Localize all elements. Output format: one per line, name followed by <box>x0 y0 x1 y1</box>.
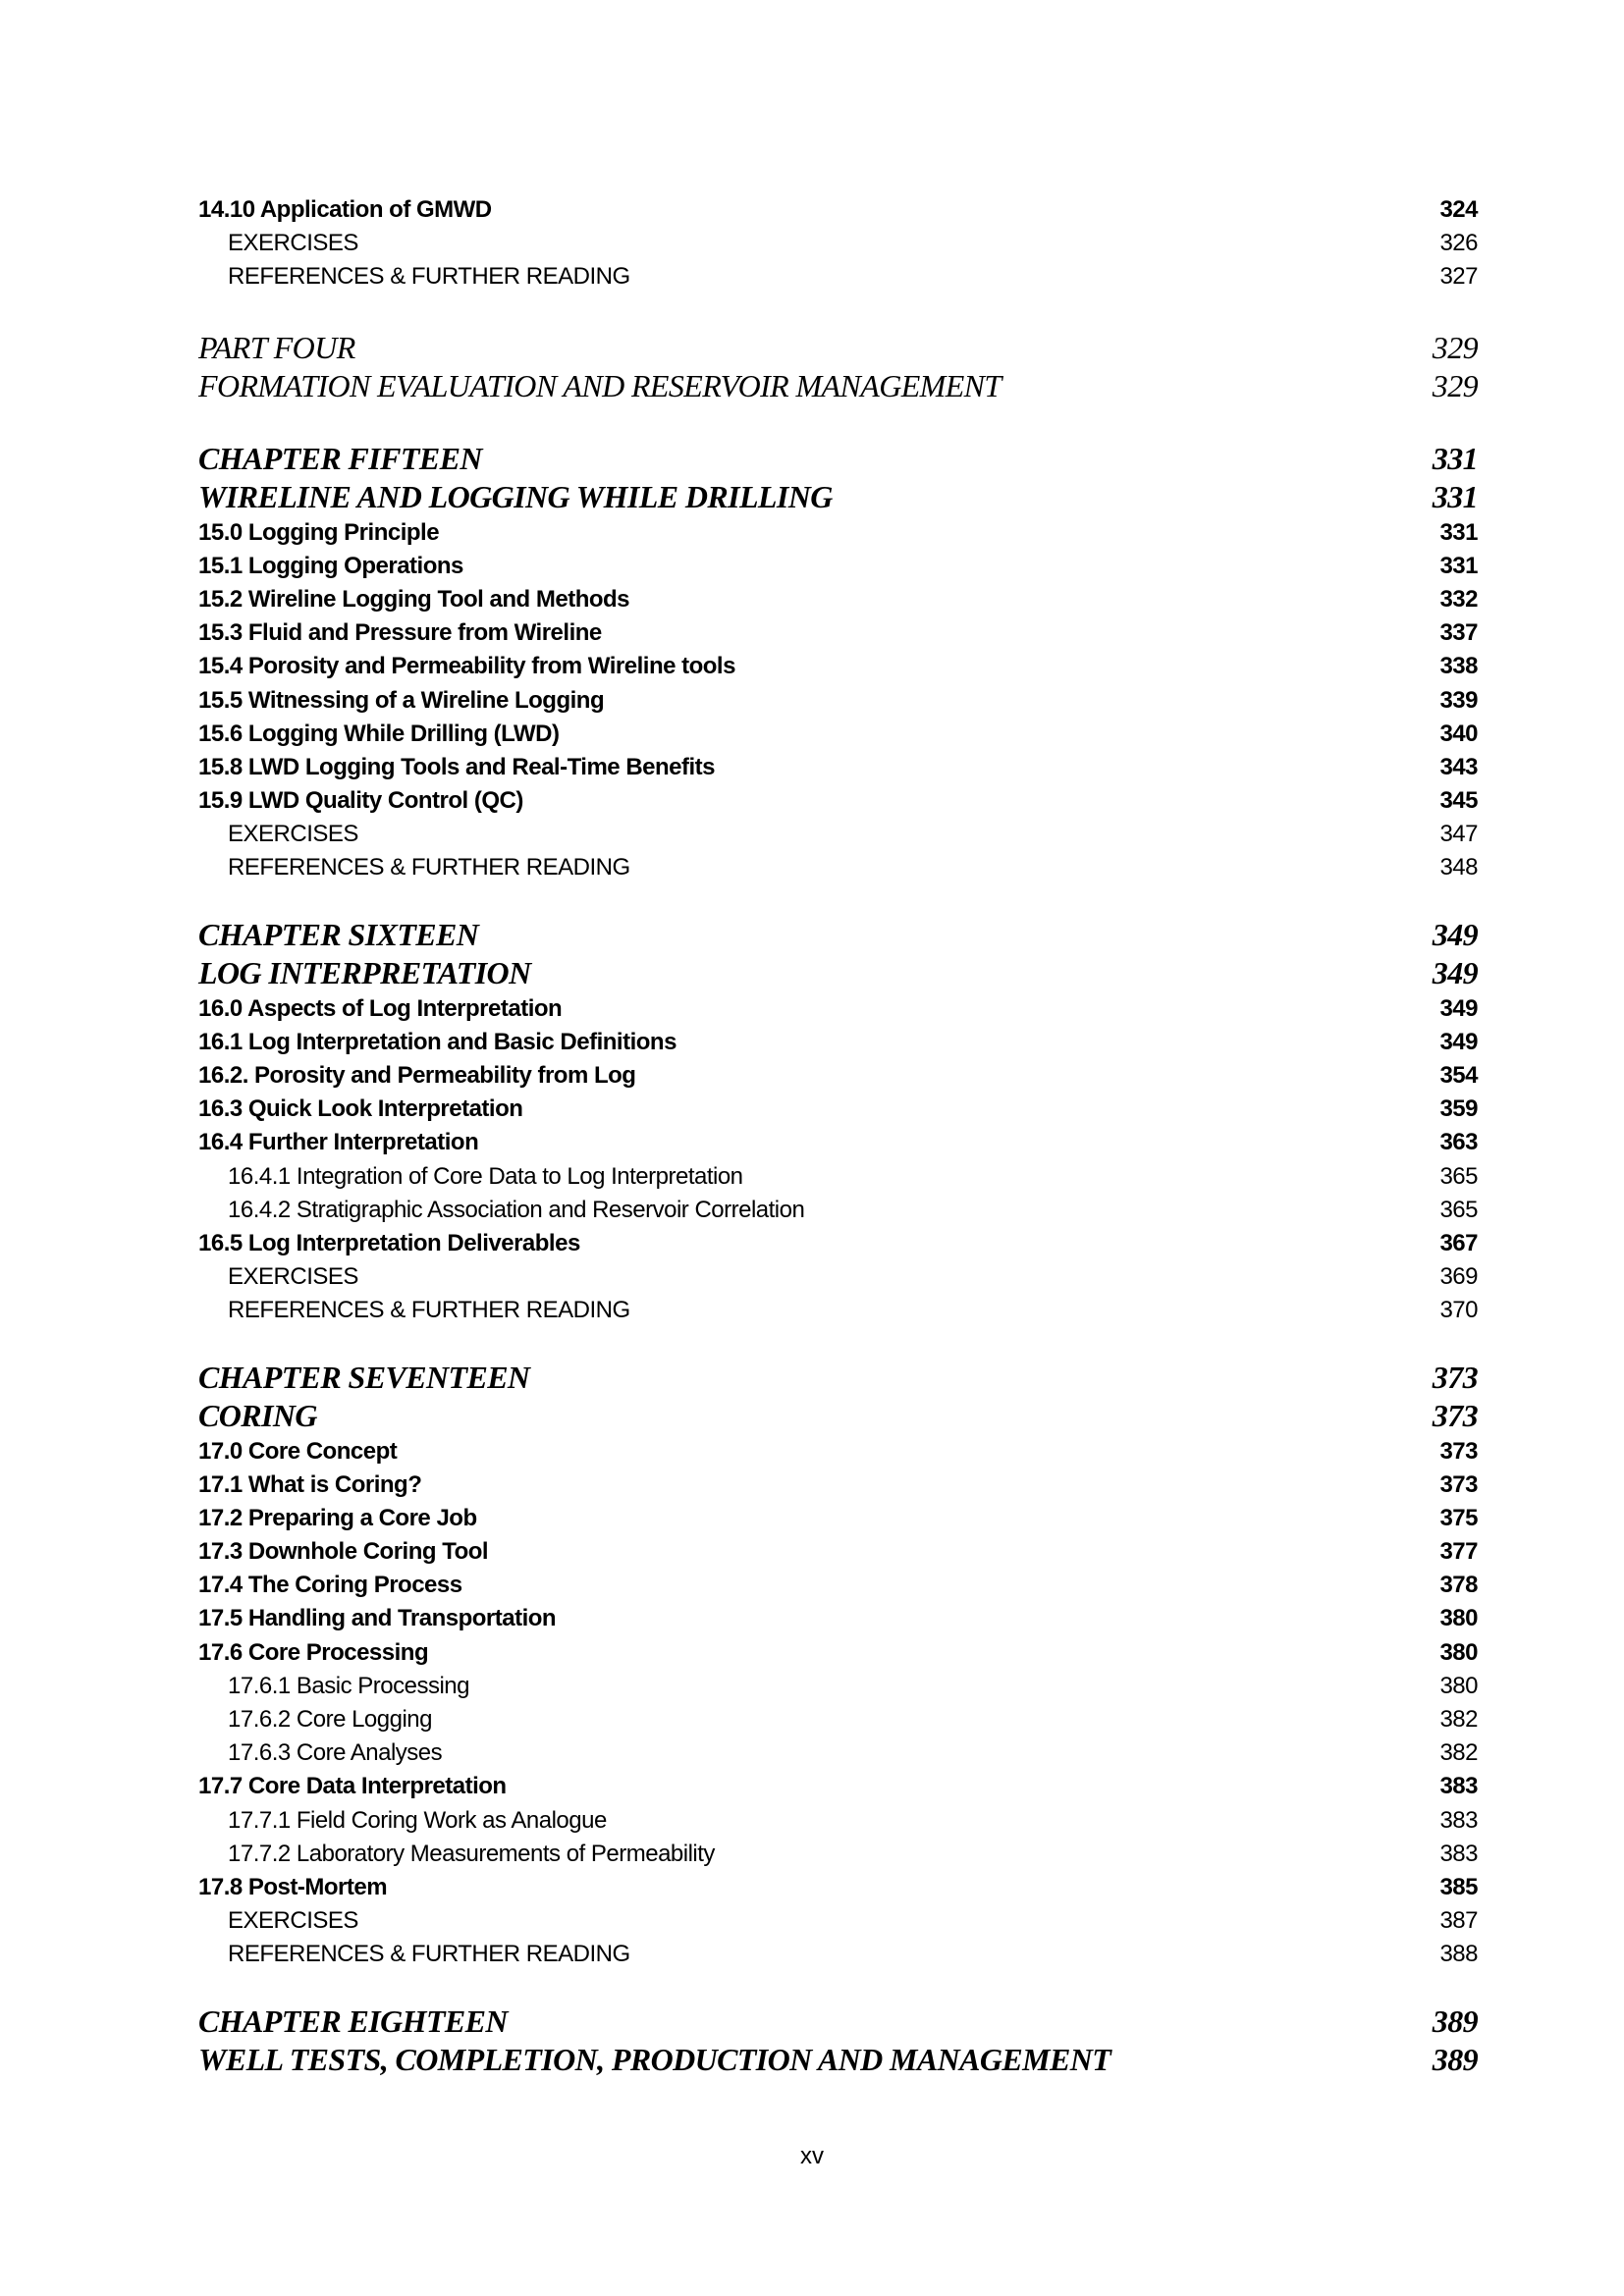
toc-entry-label: 17.8 Post-Mortem <box>198 1873 388 1900</box>
part-subtitle-page: 329 <box>1432 367 1478 403</box>
table-of-contents <box>198 193 1478 2079</box>
toc-entry-label: 17.4 The Coring Process <box>198 1572 462 1599</box>
toc-entry-label: 15.1 Logging Operations <box>198 552 463 579</box>
toc-subentry[interactable] <box>198 1736 1478 1770</box>
part-subtitle-label: FORMATION EVALUATION AND RESERVOIR MANAGEMENT <box>198 367 1001 403</box>
chapter-title-label: WELL TESTS, COMPLETION, PRODUCTION AND MANAGEMENT <box>198 2041 1111 2077</box>
toc-entry[interactable] <box>198 193 1478 227</box>
chapter-number-page: 373 <box>1432 1359 1478 1395</box>
toc-subentry[interactable] <box>198 1838 1478 1871</box>
toc-entry-label: 15.3 Fluid and Pressure from Wireline <box>198 619 602 647</box>
chapter-title-heading[interactable] <box>198 2041 1478 2079</box>
toc-entry-page: 380 <box>1439 1605 1478 1632</box>
toc-entry-page: 378 <box>1439 1572 1478 1599</box>
chapter-title-label: WIRELINE AND LOGGING WHILE DRILLING <box>198 478 833 514</box>
toc-entry[interactable] <box>198 784 1478 818</box>
toc-entry-label: REFERENCES & FURTHER READING <box>228 1941 630 1968</box>
spacer <box>198 294 1478 329</box>
toc-entry-page: 324 <box>1439 196 1478 223</box>
chapter-number-page: 349 <box>1432 916 1478 952</box>
toc-entry-label: EXERCISES <box>228 1907 358 1935</box>
chapter-17 <box>198 1359 1478 1972</box>
toc-entry-label: 16.4 Further Interpretation <box>198 1129 479 1156</box>
toc-entry[interactable] <box>198 1770 1478 1803</box>
toc-entry-page: 339 <box>1439 686 1478 714</box>
toc-subentry[interactable] <box>198 1670 1478 1703</box>
toc-entry[interactable] <box>198 1468 1478 1502</box>
chapter-title-heading[interactable] <box>198 954 1478 992</box>
toc-entry-label: 17.3 Downhole Coring Tool <box>198 1538 489 1566</box>
toc-subentry[interactable] <box>198 1160 1478 1194</box>
toc-entry-page: 331 <box>1439 552 1478 579</box>
toc-entry[interactable] <box>198 1871 1478 1904</box>
chapter-title-heading[interactable] <box>198 1397 1478 1435</box>
toc-entry-page: 380 <box>1439 1672 1478 1699</box>
toc-entry[interactable] <box>198 1059 1478 1093</box>
toc-entry-page: 388 <box>1439 1941 1478 1968</box>
toc-entry-label: 16.0 Aspects of Log Interpretation <box>198 994 563 1022</box>
toc-entry[interactable] <box>198 260 1478 294</box>
toc-entry-label: 16.1 Log Interpretation and Basic Definitions <box>198 1028 677 1055</box>
toc-entry-label: 16.4.2 Stratigraphic Association and Reservoir Correlation <box>228 1196 805 1223</box>
toc-entry-page: 348 <box>1439 854 1478 881</box>
chapter-title-page: 389 <box>1432 2041 1478 2077</box>
part-subtitle[interactable] <box>198 367 1478 405</box>
part-four-heading <box>198 329 1478 405</box>
toc-entry-page: 377 <box>1439 1538 1478 1566</box>
toc-entry-page: 332 <box>1439 585 1478 613</box>
chapter-title-page: 373 <box>1432 1397 1478 1433</box>
toc-entry-label: 17.7.2 Laboratory Measurements of Permeability <box>228 1840 715 1867</box>
toc-entry-label: 14.10 Application of GMWD <box>198 196 492 223</box>
toc-entry[interactable] <box>198 1026 1478 1059</box>
page-number-footer: xv <box>800 2143 824 2169</box>
toc-entry[interactable] <box>198 1260 1478 1294</box>
toc-entry-label: 17.5 Handling and Transportation <box>198 1605 557 1632</box>
toc-entry-page: 380 <box>1439 1638 1478 1666</box>
toc-entry-page: 383 <box>1439 1806 1478 1834</box>
chapter-18 <box>198 2002 1478 2079</box>
toc-entry[interactable] <box>198 1435 1478 1468</box>
toc-entry-page: 349 <box>1439 1028 1478 1055</box>
toc-entry-label: 15.2 Wireline Logging Tool and Methods <box>198 585 630 613</box>
toc-subentry[interactable] <box>198 1703 1478 1736</box>
chapter-title-label: LOG INTERPRETATION <box>198 954 531 990</box>
toc-entry-page: 363 <box>1439 1129 1478 1156</box>
toc-entry-page: 373 <box>1439 1437 1478 1465</box>
chapter-number-label: CHAPTER SEVENTEEN <box>198 1359 530 1395</box>
toc-entry-label: 17.7.1 Field Coring Work as Analogue <box>228 1806 607 1834</box>
toc-entry-page: 382 <box>1439 1739 1478 1767</box>
toc-entry[interactable] <box>198 1636 1478 1670</box>
toc-entry[interactable] <box>198 1126 1478 1159</box>
chapter-16 <box>198 916 1478 1328</box>
toc-entry-label: 16.2. Porosity and Permeability from Log <box>198 1062 636 1089</box>
toc-entry[interactable] <box>198 616 1478 650</box>
chapter-number-page: 331 <box>1432 440 1478 476</box>
chapter-number-heading[interactable] <box>198 440 1478 478</box>
toc-subentry[interactable] <box>198 1804 1478 1838</box>
toc-entry-label: 17.6.3 Core Analyses <box>228 1739 443 1767</box>
chapter-number-label: CHAPTER SIXTEEN <box>198 916 479 952</box>
toc-entry[interactable] <box>198 227 1478 260</box>
toc-entry[interactable] <box>198 1602 1478 1635</box>
toc-entry-page: 375 <box>1439 1504 1478 1531</box>
toc-entry-page: 340 <box>1439 720 1478 747</box>
spacer <box>198 885 1478 916</box>
toc-entry-page: 387 <box>1439 1907 1478 1935</box>
toc-entry-page: 373 <box>1439 1470 1478 1498</box>
toc-entry-label: 16.3 Quick Look Interpretation <box>198 1095 523 1123</box>
toc-entry[interactable] <box>198 1569 1478 1602</box>
chapter-number-heading[interactable] <box>198 1359 1478 1397</box>
toc-entry[interactable] <box>198 992 1478 1026</box>
chapter-title-page: 331 <box>1432 478 1478 514</box>
toc-entry-page: 383 <box>1439 1773 1478 1800</box>
chapter-title-label: CORING <box>198 1397 317 1433</box>
toc-entry-label: 17.6.1 Basic Processing <box>228 1672 469 1699</box>
toc-entry-label: 17.6 Core Processing <box>198 1638 429 1666</box>
chapter-title-page: 349 <box>1432 954 1478 990</box>
toc-entry[interactable] <box>198 1904 1478 1938</box>
toc-entry[interactable] <box>198 516 1478 550</box>
toc-entry-label: 17.1 What is Coring? <box>198 1470 422 1498</box>
toc-entry-page: 331 <box>1439 518 1478 546</box>
part-title-label: PART FOUR <box>198 329 355 365</box>
toc-entry[interactable] <box>198 751 1478 784</box>
toc-entry-page: 338 <box>1439 653 1478 680</box>
chapter-title-heading[interactable] <box>198 478 1478 516</box>
toc-entry[interactable] <box>198 851 1478 884</box>
toc-entry-page: 383 <box>1439 1840 1478 1867</box>
toc-entry-page: 345 <box>1439 787 1478 815</box>
toc-entry-label: REFERENCES & FURTHER READING <box>228 263 630 291</box>
toc-entry-label: 17.2 Preparing a Core Job <box>198 1504 477 1531</box>
chapter-15 <box>198 440 1478 885</box>
toc-entry-page: 343 <box>1439 753 1478 780</box>
chapter-14-tail <box>198 193 1478 294</box>
toc-entry-label: 15.0 Logging Principle <box>198 518 440 546</box>
toc-entry[interactable] <box>198 718 1478 751</box>
toc-entry-label: REFERENCES & FURTHER READING <box>228 1297 630 1324</box>
toc-entry[interactable] <box>198 1093 1478 1126</box>
toc-entry[interactable] <box>198 818 1478 851</box>
chapter-number-label: CHAPTER EIGHTEEN <box>198 2002 508 2039</box>
toc-entry-page: 347 <box>1439 821 1478 848</box>
toc-entry-label: 16.4.1 Integration of Core Data to Log Interpretation <box>228 1162 743 1190</box>
toc-entry-page: 369 <box>1439 1263 1478 1291</box>
toc-entry-label: EXERCISES <box>228 230 358 257</box>
toc-entry-label: 15.5 Witnessing of a Wireline Logging <box>198 686 605 714</box>
chapter-number-page: 389 <box>1432 2002 1478 2039</box>
part-title-page: 329 <box>1432 329 1478 365</box>
toc-entry[interactable] <box>198 1502 1478 1535</box>
toc-entry-label: REFERENCES & FURTHER READING <box>228 854 630 881</box>
spacer <box>198 1328 1478 1359</box>
toc-entry[interactable] <box>198 684 1478 718</box>
toc-entry[interactable] <box>198 1294 1478 1327</box>
toc-entry-page: 354 <box>1439 1062 1478 1089</box>
toc-entry-page: 365 <box>1439 1162 1478 1190</box>
toc-entry-page: 382 <box>1439 1706 1478 1733</box>
spacer <box>198 1972 1478 2002</box>
toc-entry[interactable] <box>198 1227 1478 1260</box>
toc-entry-page: 365 <box>1439 1196 1478 1223</box>
toc-entry-page: 370 <box>1439 1297 1478 1324</box>
toc-entry[interactable] <box>198 583 1478 616</box>
toc-subentry[interactable] <box>198 1194 1478 1227</box>
toc-entry-label: 15.6 Logging While Drilling (LWD) <box>198 720 560 747</box>
toc-entry-page: 337 <box>1439 619 1478 647</box>
toc-entry-label: 15.4 Porosity and Permeability from Wireline tools <box>198 653 735 680</box>
toc-entry-page: 349 <box>1439 994 1478 1022</box>
toc-entry[interactable] <box>198 650 1478 683</box>
toc-entry-label: 16.5 Log Interpretation Deliverables <box>198 1229 580 1256</box>
toc-entry-label: 15.8 LWD Logging Tools and Real-Time Benefits <box>198 753 716 780</box>
toc-entry-label: EXERCISES <box>228 1263 358 1291</box>
chapter-number-heading[interactable] <box>198 2002 1478 2041</box>
toc-entry-page: 385 <box>1439 1873 1478 1900</box>
part-title[interactable] <box>198 329 1478 367</box>
toc-entry-label: EXERCISES <box>228 821 358 848</box>
toc-entry-label: 15.9 LWD Quality Control (QC) <box>198 787 523 815</box>
toc-entry-label: 17.7 Core Data Interpretation <box>198 1773 507 1800</box>
spacer <box>198 405 1478 440</box>
toc-entry-page: 327 <box>1439 263 1478 291</box>
chapter-number-heading[interactable] <box>198 916 1478 954</box>
toc-entry-page: 367 <box>1439 1229 1478 1256</box>
toc-entry-page: 326 <box>1439 230 1478 257</box>
toc-entry[interactable] <box>198 550 1478 583</box>
toc-entry[interactable] <box>198 1938 1478 1971</box>
toc-entry[interactable] <box>198 1535 1478 1569</box>
chapter-number-label: CHAPTER FIFTEEN <box>198 440 482 476</box>
toc-entry-label: 17.6.2 Core Logging <box>228 1706 432 1733</box>
toc-entry-page: 359 <box>1439 1095 1478 1123</box>
toc-entry-label: 17.0 Core Concept <box>198 1437 398 1465</box>
